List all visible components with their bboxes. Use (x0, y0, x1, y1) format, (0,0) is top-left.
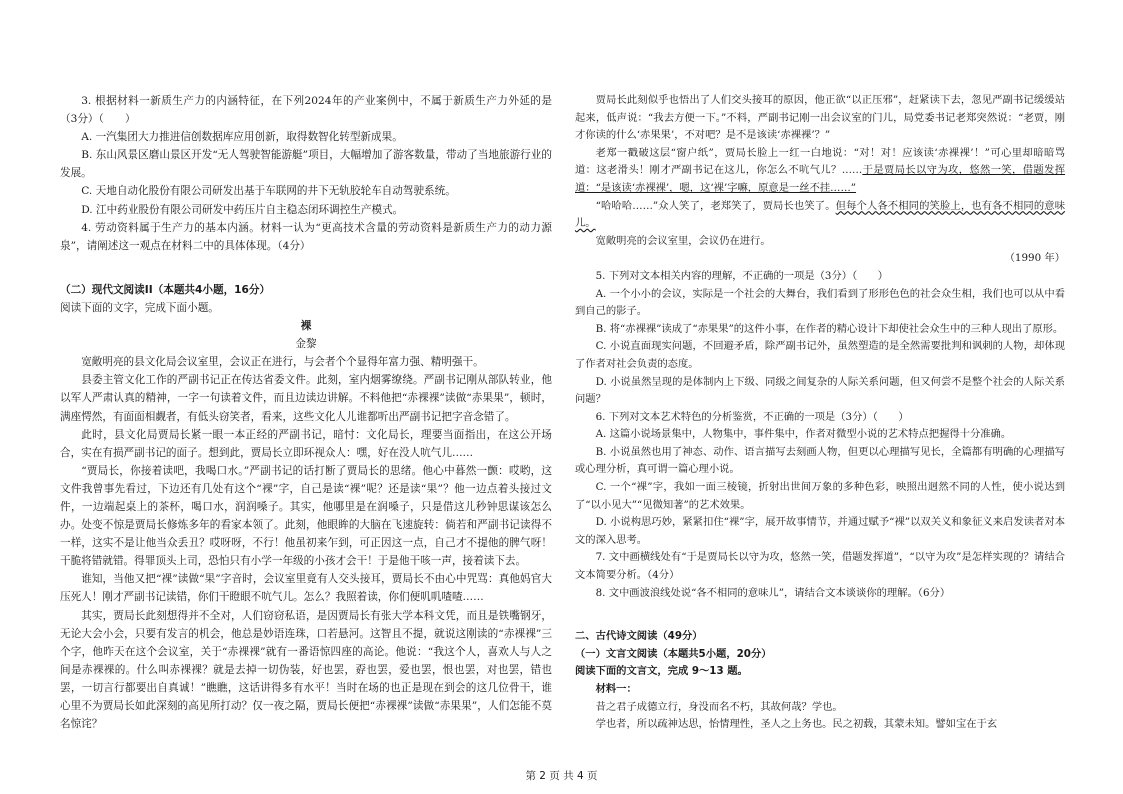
classical-instruction: 阅读下面的文言文，完成 9～13 题。 (575, 665, 748, 678)
section-heading-modern-reading-2: （二）现代文阅读II（本题共4小题，16分） (60, 283, 271, 296)
story-paragraph: 县委主管文化工作的严副书记正在传达省委文件。此刻，室内烟雾缭绕。严副书记刚从部队转业，他以军人严肃认真的精神，一字一句读着文件，而且边读边讲解。不料他把“赤裸裸”读做“赤果果”，顿时，满座愕然，有面面相觑者，有低头窃笑者，看来，这些文化人儿谁都听出严副书记把字音念错了。 (60, 374, 552, 423)
question-8: 8. 文中画波浪线处说“各不相同的意味儿”，请结合文本谈谈你的理解。（6分） (595, 586, 951, 599)
story-paragraph: 此时，县文化局贾局长紧一眼一本正经的严副书记，暗忖：文化局长，理要当面指出，在这公开场合，实在有损严副书记的面子。想到此，贾局长立即环视众人：嘿，好在没人吭气儿…… (60, 428, 552, 459)
story-year: （1990 年） (1004, 252, 1065, 265)
question-5-option-d: D. 小说虽然呈现的是体制内上下级、同级之间复杂的人际关系问题，但又何尝不是整个社会的人际关系问题？ (575, 375, 1065, 406)
question-6-option-a: A. 这篇小说场景集中，人物集中，事件集中，作者对微型小说的艺术特点把握得十分准确。 (595, 428, 1012, 441)
underlined-sentence: 于是贾局长以守为攻，悠然一笑，借题发挥道：“是该读‘赤裸裸’，嗯，这‘裸’字嘛，原意是一丝不挂……” (575, 164, 1066, 194)
story-paragraph: 谁知，当他又把“裸”读做“果”字音时，会议室里竟有人交头接耳，贾局长不由心中咒骂：真他妈官大压死人！刚才严副书记读错，你们干瞪眼不吭气儿。怎么？我照着读，你们便叽叽喳喳…… (60, 573, 552, 604)
question-5-stem: 5. 下列对文本相关内容的理解，不正确的一项是（3分）（ ） (595, 269, 889, 282)
part-2-heading: 二、古代诗文阅读（49分） (575, 630, 703, 643)
classical-subsection-heading: （一）文言文阅读（本题共5小题，20分） (575, 647, 772, 660)
reading-instruction: 阅读下面的文字，完成下面小题。 (60, 301, 219, 314)
right-column (575, 92, 1065, 734)
story-paragraph: 宽敞明亮的县文化局会议室里，会议正在进行，与会者个个显得年富力强、精明强干。 (81, 356, 484, 369)
question-6-option-c: C. 一个“裸”字，我如一面三棱镜，折射出世间万象的多种色彩，映照出迥然不同的人性，使小说达到了“以小见大”“见微知著”的艺术效果。 (575, 481, 1065, 511)
material-1-label: 材料一： (595, 683, 637, 695)
story-title: 裸 (300, 320, 312, 333)
left-column (60, 92, 552, 733)
question-5-option-c: C. 小说直面现实问题，不回避矛盾，除严副书记外，虽然塑造的是全然需要批判和讽刺的人物，却体现了作者对社会负责的态度。 (575, 340, 1065, 370)
question-3-option-d: D. 江中药业股份有限公司研发中药压片自主稳态闭环调控生产模式。 (81, 203, 404, 216)
question-5-option-b: B. 将“赤裸裸”读成了“赤果果”的这件小事，在作者的精心设计下却使社会众生中的三种人现出了原形。 (595, 322, 1064, 335)
question-3-stem: 3. 根据材料一新质生产力的内涵特征，在下列2024年的产业案例中，不属于新质生产力外延的是（3分）（ ） (60, 95, 552, 126)
story-author: 金黎 (295, 338, 317, 351)
classical-text-line: 昔之君子成德立行，身没而名不朽，其故何哉？学也。 (595, 700, 843, 713)
question-3-option-b: B. 东山风景区磨山景区开发“无人驾驶智能游艇”项目，大幅增加了游客数量，带动了当地旅游行业的发展。 (60, 149, 552, 180)
question-3-option-c: C. 天地自动化股份有限公司研发出基于车联网的井下无轨胶轮车自动驾驶系统。 (81, 185, 456, 198)
wavy-underlined-sentence: 但每个人各不相同的笑脸上，也有各不相同的意味儿。 (575, 199, 1066, 230)
paragraph-text: “哈哈哈……”众人笑了，老郑笑了，贾局长也笑了。 (595, 199, 836, 212)
story-paragraph: 宽敞明亮的会议室里，会议仍在进行。 (595, 234, 771, 247)
question-4-stem: 4. 劳动资料属于生产力的基本内涵。材料一认为“更高技术含量的劳动资料是新质生产力的动力源泉”，请阐述这一观点在材料二中的具体体现。（4分） (60, 221, 552, 252)
question-6-stem: 6. 下列对文本艺术特色的分析鉴赏，不正确的一项是（3分）（ ） (595, 410, 909, 423)
story-paragraph-wavy (575, 198, 1065, 233)
question-6-option-d: D. 小说构思巧妙，紧紧扣住“裸”字，展开故事情节，并通过赋予“裸”以双关义和象征义来启发读者对本文的深入思考。 (575, 516, 1065, 546)
story-paragraph: 贾局长此刻似乎也悟出了人们交头接耳的原因，他正欲“以正压邪”，赶紧读下去，忽见严副书记缓缓站起来，低声说：“我去方便一下。”不料，严副书记刚一出会议室的门儿，局党委书记老郑突然说：“老贾，刚才你读的什么‘赤果果’，不对吧？是不是该读‘赤裸裸’？” (575, 94, 1065, 142)
story-paragraph-underlined (575, 145, 1065, 198)
question-7: 7. 文中画横线处有“于是贾局长以守为攻，悠然一笑，借题发挥道”，“以守为攻”是怎样实现的？请结合文本简要分析。（4分） (575, 551, 1065, 582)
question-5-option-a: A. 一个小小的会议，实际是一个社会的大舞台，我们看到了形形色色的社会众生相，我们也可以从中看到自己的影子。 (575, 287, 1065, 318)
classical-text-line: 学也者，所以疏神达思，怡情理性，圣人之上务也。民之初载，其蒙未知。譬如宝在于玄 (595, 718, 998, 731)
paragraph-text: 老郑一戳破这层“窗户纸”，贾局长脸上一红一白地说：“对！对！应该读‘赤裸裸’！”可心里却暗暗骂道：这老滑头！刚才严副书记在这儿，你怎么不吭气儿？…… (575, 146, 1065, 177)
question-3-option-a: A. 一汽集团大力推进信创数据库应用创新，取得数智化转型新成果。 (81, 131, 403, 144)
question-6-option-b: B. 小说虽然也用了神态、动作、语言描写去刻画人物，但更以心理描写见长，全篇都有明确的心理描写或心理分析，真可谓一篇心理小说。 (575, 445, 1065, 476)
story-paragraph: 其实，贾局长此刻想得并不全对，人们窃窃私语，是因贾局长有张大学本科文凭，而且是铁嘴钢牙，无论大会小会，只要有发言的机会，他总是妙语连珠，口若悬河。这智且不提，就说这刚读的“赤裸裸”三个字，他昨天在这个会议室，关于“赤裸裸”就有一番语惊四座的高论。他说：“我这个人，喜欢人与人之间是赤裸裸的。什么叫赤裸裸？就是去掉一切伪装，好也罢，孬也罢，爱也罢，恨也罢，对也罢，错也罢，一切言行都要出自真诚！”瞧瞧，这话讲得多有水平！当时在场的也正是现在到会的这几位骨干，谁心里不为贾局长如此深刻的高见所打动？仅一夜之隔，贾局长便把“赤裸裸”读做“赤果果”，人们怎能不莫名惊诧？ (60, 609, 552, 731)
page-number-footer: 第 2 页 共 4 页 (525, 770, 598, 782)
story-paragraph: “贾局长，你接着读吧，我喝口水。”严副书记的话打断了贾局长的思绪。他心中暮然一颤：哎哟，这文件我曾事先看过，下边还有几处有这个“裸”字，自己是读“裸”呢？还是读“果”？他一边点着头接过文件，一边端起桌上的茶杯，喝口水，润润嗓子。其实，他哪里是在润嗓子，只是借这儿秒钟思谋该怎么办。处变不惊是贾局长修炼多年的看家本领了。此刻，他眼眸的大脑在飞速旋转：倘若和严副书记读得不一样，这实不是让他当众丢丑？哎呀呀，不行！他虽初来乍到，可正因这一点，自己才不提他的脾气呀！干脆将错就错。得罪顶头上司，恐怕只有小学一年级的小孩才会干！于是他干咳一声，接着读下去。 (60, 464, 552, 568)
